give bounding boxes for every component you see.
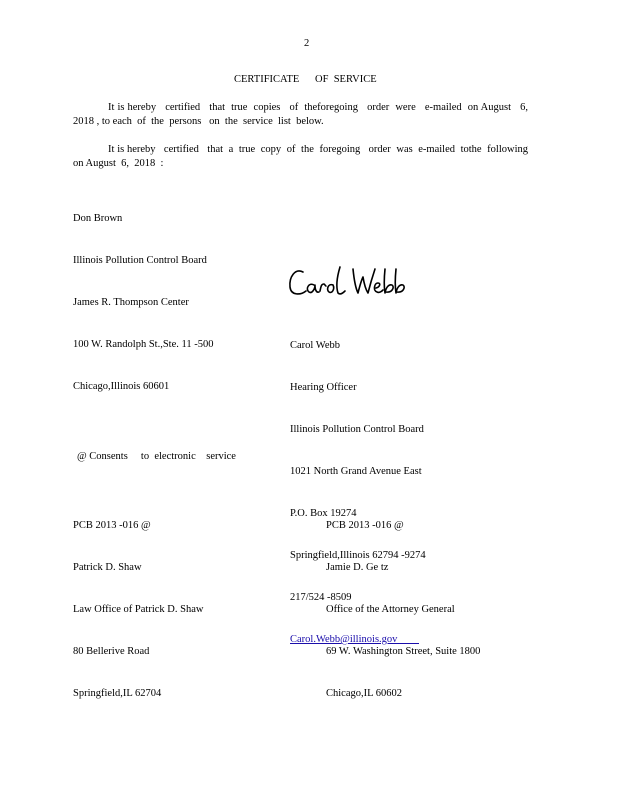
recipient-street: 100 W. Randolph St.,Ste. 11 -500	[73, 339, 214, 350]
service-entry-city: Chicago,IL 60602	[326, 688, 403, 699]
signer-title: Hearing Officer	[290, 382, 357, 393]
signer-phone: 217/524 -8509	[290, 592, 352, 603]
service-entry-street: 80 Bellerive Road	[73, 646, 150, 657]
signer-email-link[interactable]: Carol.Webb@illinois.gov	[290, 634, 398, 645]
recipient-org: Illinois Pollution Control Board	[73, 255, 207, 266]
recipient-name: Don Brown	[73, 213, 123, 224]
paragraph-service-list-text: It is hereby certified that true copies of theforegoing order were e-mailed on August 6, 2018 , to each of the persons on the service list below.	[73, 102, 531, 127]
recipient-building: James R. Thompson Center	[73, 297, 189, 308]
service-entry-street: 69 W. Washington Street, Suite 1800	[326, 646, 481, 657]
signer-city: Springfield,Illinois 62794 -9274	[290, 550, 426, 561]
service-entry-city: Springfield,IL 62704	[73, 688, 162, 699]
service-entry-1	[73, 491, 203, 715]
paragraph-following	[73, 143, 531, 171]
signer-pobox: P.O. Box 19274	[290, 508, 357, 519]
recipient-address	[73, 184, 214, 408]
paragraph-following-text: It is hereby certified that a true copy of the foregoing order was e-mailed tothe following on August 6, 2018 :	[73, 144, 531, 169]
document-title: CERTIFICATE OF SERVICE	[234, 74, 377, 85]
signer-street: 1021 North Grand Avenue East	[290, 466, 422, 477]
service-entry-2	[326, 491, 480, 715]
service-entry-case: PCB 2013 -016 @	[326, 520, 404, 531]
handwritten-signature	[287, 265, 417, 299]
service-entry-name: Jamie D. Ge tz	[326, 562, 389, 573]
signer-name: Carol Webb	[290, 340, 340, 351]
page-number: 2	[304, 38, 310, 49]
paragraph-service-list	[73, 101, 531, 129]
consent-note: @ Consents to electronic service	[77, 451, 236, 462]
service-entry-case: PCB 2013 -016 @	[73, 520, 151, 531]
service-entry-org: Law Office of Patrick D. Shaw	[73, 604, 204, 615]
recipient-city: Chicago,Illinois 60601	[73, 381, 170, 392]
service-entry-org: Office of the Attorney General	[326, 604, 455, 615]
signer-org: Illinois Pollution Control Board	[290, 424, 424, 435]
service-entry-name: Patrick D. Shaw	[73, 562, 142, 573]
